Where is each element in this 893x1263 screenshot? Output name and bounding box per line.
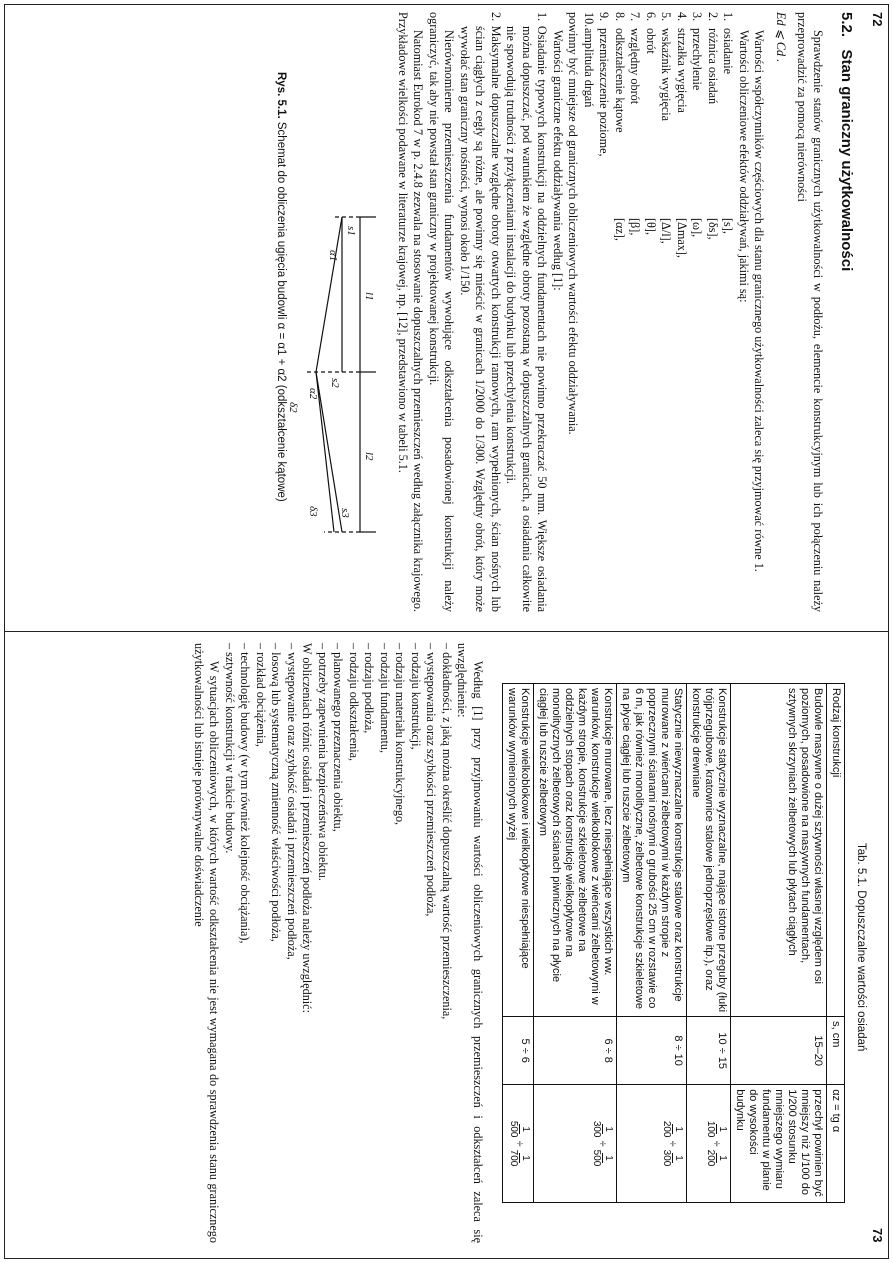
table-row [731, 684, 827, 1203]
limit-item-2: 2. Maksymalne dopuszczalne względne obroty otwartych konstrukcji ramowych, ram wypełnionych, ścian nośnych lub ścian ciągłych z cegły są różne, ale powinny się mieścić w granicach 1/2000 do 1/300. Względny obrót, który może wywołać stan graniczny nośności, wynosi około 1/150. [458, 12, 503, 612]
list-item: – rodzaju konstrukcji, [408, 643, 424, 1243]
caption-text: Schemat do obliczenia ugięcia budowli α = α1 + α2 (odkształcenie kątowe) [275, 121, 287, 502]
cell-s: 5 ÷ 6 [503, 1017, 534, 1085]
list-item: – rozkład obciążenia, [253, 643, 269, 1243]
list-item: – rodzaju materiału konstrukcyjnego, [392, 643, 408, 1243]
list-item: 8. odkształcenie kątowe [αz], [613, 12, 627, 241]
section-number: 5.2. [838, 12, 855, 38]
list-item: – rodzaju odkształcenia, [346, 643, 362, 1243]
table-row [503, 684, 534, 1203]
limit-item-1: 1. Osiadanie typowych konstrukcji na oddzielnych fundamentach nie powinno przekraczać 50 mm. Większe osiadania można dopuszczać, pod warunkiem że względne obroty pozostaną w dopuszczalnych granicach, a osiadania całkowite nie spowodują trudności z przyłączeniami instalacji do budynku lub przechylenia konstrukcji. [504, 12, 550, 612]
page-number: 72 [870, 12, 885, 27]
list-item: 4. strzałka wygięcia [Δmax], [675, 12, 689, 258]
cell-type: Budowle masywne o dużej sztywności własnej względem osi poziomych, posadowione na masywnych fundamentach, sztywnych skrzyniach żelbetowych lub płytach ciągłych [731, 684, 827, 1017]
label-s1: s1 [345, 226, 357, 236]
deflection-diagram [272, 212, 390, 542]
cell-type: Konstrukcje statycznie wyznaczalne, mające istotne przeguby (łuki trójprzegubowe, kratownice stalowe jednoprzęsłowe itp.), oraz konstrukcje drewniane [687, 684, 731, 1017]
list-item: 7. względny obrót [β], [628, 12, 643, 236]
list-item: – występowanie oraz szybkość osiadań i przemieszczeń podłoża, [284, 643, 300, 1243]
effects-intro: Wartości obliczeniowe efektów oddziaływań, jakimi są: [737, 30, 751, 303]
frame-top [4, 4, 889, 5]
list-item: 3. przechylenie [ω], [690, 12, 705, 238]
label-alpha1: α1 [327, 250, 339, 262]
list-item: – sztywność konstrukcji w trakcie budowy. [222, 643, 238, 1243]
calc-list [222, 643, 300, 1243]
cell-alpha: 1 300 ÷ 1 500 [534, 1085, 617, 1203]
page-73 [5, 643, 885, 1248]
list-item: – rodzaju fundamentu, [377, 643, 393, 1243]
label-s3: s3 [339, 508, 351, 518]
eurocode-paragraph: Natomiast Eurokod 7 w p. 2.4.8 zezwala na stosowanie dopuszczalnych przemieszczeń według załącznika krajowego. Przykładowe wielkości podawane w literaturze krajowej, np. [12], przedstawiono w tabeli 5.1. [396, 12, 426, 612]
page-number: 73 [870, 1228, 885, 1243]
table-row [687, 684, 731, 1203]
cell-alpha: 1 100 ÷ 1 200 [687, 1085, 731, 1203]
body-text [191, 643, 486, 1243]
list-item: – potrzeby zapewnienia bezpieczeństwa obiektu. [315, 643, 331, 1243]
cell-alpha: przechył powinien być mniejszy niż 1/100 do 1/200 stosunku mniejszego wymiaru fundamentu w planie do wysokości budynku [731, 1085, 827, 1203]
label-alpha2: α2 [307, 388, 319, 400]
list-item: – występowania oraz szybkości przemieszczeń podłoża, [423, 643, 439, 1243]
factors-list [315, 643, 455, 1243]
cell-s: 10 ÷ 15 [687, 1017, 731, 1085]
list-item: – technologię budowy (w tym również kolejność obciążania), [237, 643, 253, 1243]
cell-alpha: 1 200 ÷ 1 300 [617, 1085, 687, 1203]
table-row [534, 684, 617, 1203]
limits-intro: Wartości graniczne efektu oddziaływania według [1]: [551, 30, 565, 291]
table-row [617, 684, 687, 1203]
cell-s: 15–20 [731, 1017, 827, 1085]
cell-s: 8 ÷ 10 [617, 1017, 687, 1085]
section-heading [838, 12, 855, 271]
inequality-formula: Ed ⩽ Cd . [774, 12, 788, 63]
deflected-line [316, 217, 342, 532]
factors-intro: Według [1] przy przyjmowaniu wartości obliczeniowych granicznych przemieszczeń i odkształceń zaleca się uwzględnienie: [455, 643, 485, 1243]
list-item: – rodzaju podłoża, [361, 643, 377, 1243]
uneven-paragraph: Nierównomierne przemieszczenia fundamentów wywołujące odkształcenia posadowionej konstrukcji należy ograniczyć, tak aby nie powstał stan graniczny w projektowanej konstrukcji. [427, 12, 457, 612]
frame-bottom [4, 1258, 889, 1259]
header-s: s, cm [827, 1017, 845, 1085]
list-item: 6. obrót [θ], [644, 12, 658, 236]
frame-right [888, 4, 889, 1259]
settlement-table [502, 683, 845, 1203]
effects-list [581, 12, 736, 612]
list-item: 10. amplituda drgań [582, 12, 596, 108]
list-item: 1. osiadanie [s], [721, 12, 736, 234]
list-item: – planowanego przeznaczenia obiektu, [330, 643, 346, 1243]
cell-type: Konstrukcje murowane, lecz niespełniające wszystkich ww. warunków, konstrukcje wielkoblokowe z wieńcami żelbetowymi w każdym stropie, konstrukcje szkieletowe żelbetowe na oddzielnych stopach oraz konstrukcje wielkopłytowe na monolitycznych żelbetowych ścianach piwnicznych na płycie ciągłej lub ruszcie żelbetowym [534, 684, 617, 1017]
cell-alpha: 1 500 ÷ 1 700 [503, 1085, 534, 1203]
list-item: 5. wskaźnik wygięcia [Δ/l], [659, 12, 674, 244]
page-divider [4, 631, 889, 632]
cell-type: Konstrukcje wielkoblokowe i wielkopłytowe niespełniające warunków wymienionych wyżej [503, 684, 534, 1017]
cell-s: 6 ÷ 8 [534, 1017, 617, 1085]
label-s2: s2 [329, 378, 341, 388]
table-header-row [827, 684, 845, 1203]
figure-caption [275, 72, 287, 502]
page-72 [5, 12, 885, 617]
list-item: – dokładności, z jaką można określić dopuszczalną wartość przemieszczenia, [439, 643, 455, 1243]
list-item: 9. przemieszczenie poziome, [597, 12, 612, 157]
table-title: Tab. 5.1. Dopuszczalne wartości osiadań [855, 843, 867, 1052]
header-alpha: αz = tg α [827, 1085, 845, 1203]
header-type: Rodzaj konstrukcji [827, 684, 845, 1017]
limits-paragraph: powinny być mniejsze od granicznych obliczeniowych wartości efektu oddziaływania. [566, 12, 581, 435]
caption-label: Rys. 5.1. [275, 72, 287, 119]
intro-paragraph: Sprawdzenie stanów granicznych użytkowalności w podłożu, elemencie konstrukcyjnym lub ich połączeniu należy przeprowadzić za pomocą nierówności [795, 12, 825, 612]
label-delta2: δ2 [287, 402, 299, 413]
list-item: – losową lub systematyczną zmienność właściwości podłoża, [268, 643, 284, 1243]
label-l2: l2 [363, 452, 375, 461]
closing-paragraph: W sytuacjach obliczeniowych, w których wartość odkształcenia nie jest wymagana do sprawdzenia stanu granicznego użytkowalności lub istnieje porównywalne doświadczenie [192, 643, 222, 1243]
calc-intro: W obliczeniach różnic osiadań i przemieszczeń podłoża należy uwzględnić: [300, 643, 315, 1013]
label-l1: l1 [363, 292, 375, 301]
cell-type: Statycznie niewyznaczalne konstrukcje stalowe oraz konstrukcje murowane z wieńcami żelbetowymi w każdym stropie z poprzecznymi ścianami nośnymi o grubości 25 cm w rozstawie co 6 m, jak również monolityczne, żelbetowe konstrukcje szkieletowe na płycie ciągłej lub ruszcie żelbetowym [617, 684, 687, 1017]
body-text [395, 12, 826, 612]
coefficient-paragraph: Wartości współczynników częściowych dla stanu granicznego użytkowalności zaleca się przyjmować równe 1. [752, 30, 767, 572]
label-delta3: δ3 [307, 506, 319, 517]
section-title: Stan graniczny użytkowalności [838, 49, 855, 272]
list-item: 2. różnica osiadań [δs], [706, 12, 720, 240]
